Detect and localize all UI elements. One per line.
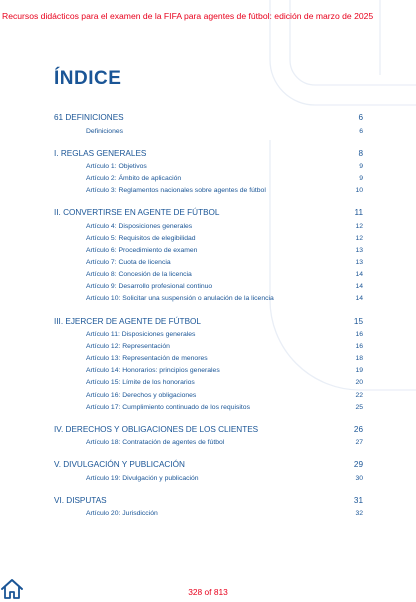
entry-label: Artículo 6: Procedimiento de examen	[86, 247, 198, 255]
entry-page-number: 20	[355, 379, 363, 387]
toc-entry[interactable]	[54, 329, 363, 341]
entry-label: Artículo 3: Reglamentos nacionales sobre agentes de fútbol	[86, 187, 266, 195]
toc-entry[interactable]	[54, 269, 363, 281]
entry-label: Artículo 18: Contratación de agentes de fútbol	[86, 439, 225, 447]
section-title: III. EJERCER DE AGENTE DE FÚTBOL	[54, 316, 201, 326]
entry-label: Artículo 16: Derechos y obligaciones	[86, 391, 197, 399]
entry-page-number: 14	[355, 295, 363, 303]
toc-entry-list	[54, 161, 363, 197]
toc-section	[54, 112, 363, 138]
entry-page-number: 12	[355, 234, 363, 242]
entry-label: Artículo 20: Jurisdicción	[86, 510, 158, 518]
document-header: Recursos didácticos para el examen de la FIFA para agentes de fútbol: edición de marzo de 2025	[2, 11, 374, 21]
entry-label: Artículo 8: Concesión de la licencia	[86, 271, 192, 279]
entry-page-number: 32	[355, 510, 363, 518]
toc-entry[interactable]	[54, 365, 363, 377]
entry-label: Artículo 2: Ámbito de aplicación	[86, 175, 182, 183]
section-page-number: 15	[353, 316, 363, 326]
toc-section-heading[interactable]	[54, 316, 363, 328]
entry-label: Artículo 11: Disposiciones generales	[86, 331, 196, 339]
entry-page-number: 12	[355, 222, 363, 230]
section-title: I. REGLAS GENERALES	[54, 148, 147, 158]
entry-page-number: 9	[359, 163, 363, 171]
section-page-number: 8	[358, 148, 363, 158]
toc-entry[interactable]	[54, 341, 363, 353]
section-title: 61 DEFINICIONES	[54, 113, 124, 122]
table-of-contents	[54, 112, 363, 530]
toc-section-heading[interactable]	[54, 207, 363, 219]
toc-entry-list	[54, 329, 363, 414]
entry-label: Artículo 13: Representación de menores	[86, 355, 208, 363]
section-page-number: 29	[353, 460, 363, 470]
toc-section-heading[interactable]	[54, 148, 363, 160]
toc-entry-list	[54, 126, 363, 138]
toc-entry-list	[54, 221, 363, 306]
entry-page-number: 30	[355, 474, 363, 482]
toc-section	[54, 424, 363, 450]
toc-entry[interactable]	[54, 473, 363, 485]
entry-page-number: 16	[355, 343, 363, 351]
entry-label: Artículo 4: Disposiciones generales	[86, 222, 193, 230]
entry-page-number: 13	[355, 247, 363, 255]
toc-entry[interactable]	[54, 233, 363, 245]
section-title: VI. DISPUTAS	[54, 495, 107, 505]
entry-page-number: 14	[355, 283, 363, 291]
entry-page-number: 19	[355, 367, 363, 375]
toc-section	[54, 148, 363, 198]
entry-label: Artículo 17: Cumplimiento continuado de los requisitos	[86, 403, 250, 411]
entry-label: Artículo 10: Solicitar una suspensión o anulación de la licencia	[86, 295, 274, 303]
toc-entry[interactable]	[54, 281, 363, 293]
toc-entry[interactable]	[54, 126, 363, 138]
entry-page-number: 10	[355, 187, 363, 195]
toc-section	[54, 459, 363, 485]
section-page-number: 26	[353, 424, 363, 434]
entry-page-number: 16	[355, 331, 363, 339]
entry-label: Artículo 19: Divulgación y publicación	[86, 474, 199, 482]
entry-page-number: 6	[359, 127, 363, 135]
toc-entry-list	[54, 473, 363, 485]
toc-entry[interactable]	[54, 402, 363, 414]
entry-page-number: 27	[355, 439, 363, 447]
toc-entry[interactable]	[54, 508, 363, 520]
section-page-number: 31	[353, 495, 363, 505]
entry-page-number: 22	[355, 391, 363, 399]
section-page-number: 11	[354, 208, 363, 218]
section-title: IV. DERECHOS Y OBLIGACIONES DE LOS CLIENTES	[54, 424, 259, 434]
toc-section	[54, 207, 363, 305]
toc-section-heading[interactable]	[54, 495, 363, 507]
toc-section-heading[interactable]	[54, 112, 363, 124]
toc-section	[54, 495, 363, 521]
entry-label: Artículo 14: Honorarios: principios generales	[86, 367, 220, 375]
section-title: II. CONVERTIRSE EN AGENTE DE FÚTBOL	[54, 208, 220, 218]
toc-entry[interactable]	[54, 390, 363, 402]
entry-page-number: 14	[355, 271, 363, 279]
section-page-number: 6	[358, 113, 363, 122]
toc-entry[interactable]	[54, 173, 363, 185]
entry-label: Artículo 9: Desarrollo profesional continuo	[86, 283, 213, 291]
toc-entry-list	[54, 508, 363, 520]
toc-section-heading[interactable]	[54, 459, 363, 471]
toc-section-heading[interactable]	[54, 424, 363, 436]
entry-page-number: 9	[359, 175, 363, 183]
toc-entry[interactable]	[54, 377, 363, 389]
entry-label: Definiciones	[86, 127, 124, 135]
toc-entry[interactable]	[54, 353, 363, 365]
toc-entry[interactable]	[54, 221, 363, 233]
entry-label: Artículo 1: Objetivos	[86, 163, 147, 171]
page-title: ÍNDICE	[54, 68, 122, 89]
toc-section	[54, 316, 363, 414]
entry-label: Artículo 12: Representación	[86, 343, 170, 351]
page-counter: 328 of 813	[188, 587, 228, 597]
toc-entry[interactable]	[54, 293, 363, 305]
toc-entry[interactable]	[54, 161, 363, 173]
toc-entry-list	[54, 437, 363, 449]
entry-page-number: 25	[355, 403, 363, 411]
entry-label: Artículo 15: Límite de los honorarios	[86, 379, 195, 387]
toc-entry[interactable]	[54, 257, 363, 269]
entry-page-number: 13	[355, 259, 363, 267]
toc-entry[interactable]	[54, 185, 363, 197]
toc-entry[interactable]	[54, 245, 363, 257]
toc-entry[interactable]	[54, 437, 363, 449]
entry-page-number: 18	[355, 355, 363, 363]
entry-label: Artículo 5: Requisitos de elegibilidad	[86, 234, 196, 242]
entry-label: Artículo 7: Cuota de licencia	[86, 259, 171, 267]
section-title: V. DIVULGACIÓN Y PUBLICACIÓN	[54, 460, 185, 470]
